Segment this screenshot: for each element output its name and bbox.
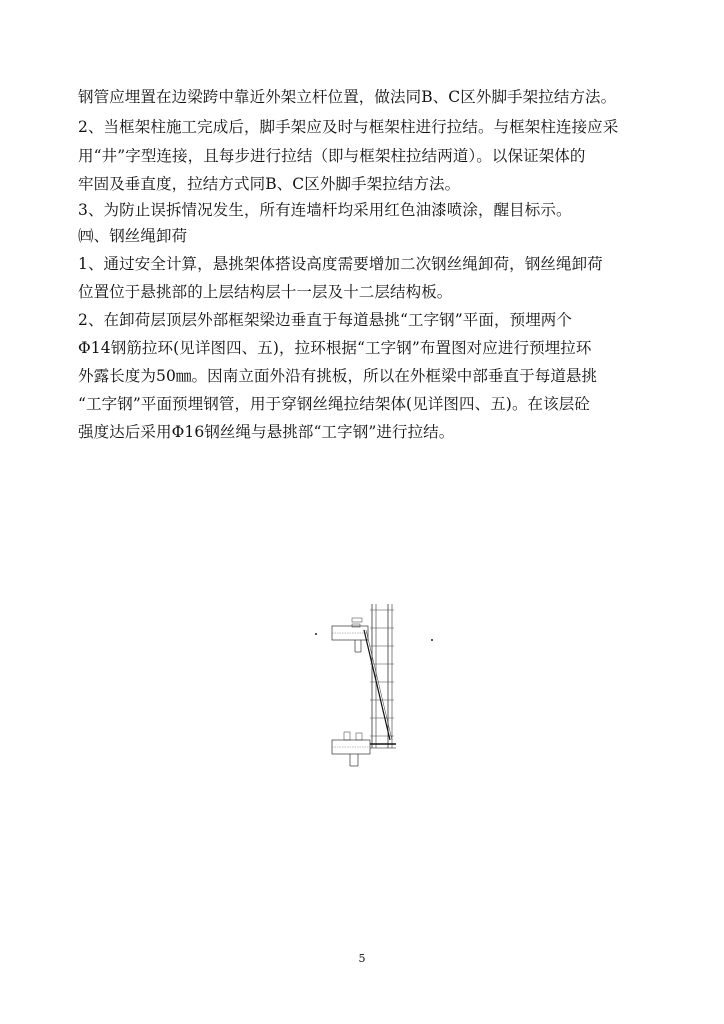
body-line: 钢管应埋置在边梁跨中靠近外架立杆位置，做法同B、C区外脚手架拉结方法。 [78,88,617,106]
body-line: 2、在卸荷层顶层外部框架梁边垂直于每道悬挑“工字钢”平面，预埋两个 [78,311,573,329]
wire-rope-line [364,630,390,740]
marker-dot [431,639,433,641]
body-line: Φ14钢筋拉环(见详图四、五)，拉环根据“工字钢”布置图对应进行预埋拉环 [78,339,592,357]
body-line: 用“井”字型连接，且每步进行拉结（即与框架柱拉结两道）。以保证架体的 [78,147,586,165]
unloading-detail-drawing [300,600,450,780]
body-line: 位置位于悬挑部的上层结构层十一层及十二层结构板。 [78,283,453,301]
marker-dot [315,633,317,635]
page-number: 5 [358,952,366,965]
body-line: 2、当框架柱施工完成后，脚手架应及时与框架柱进行拉结。与框架柱连接应采 [78,118,619,136]
body-line: 强度达后采用Φ16钢丝绳与悬挑部“工字钢”进行拉结。 [78,423,455,441]
body-line: 1、通过安全计算，悬挑架体搭设高度需要增加二次钢丝绳卸荷，钢丝绳卸荷 [78,255,603,273]
body-line: 外露长度为50㎜。因南立面外沿有挑板，所以在外框梁中部垂直于每道悬挑 [78,367,598,385]
body-line: “工字钢”平面预埋钢管，用于穿钢丝绳拉结架体(见详图四、五)。在该层砼 [78,395,590,413]
scaffold-poles [370,604,394,748]
body-line: 牢固及垂直度，拉结方式同B、C区外脚手架拉结方法。 [78,175,461,193]
lower-slab [332,732,396,766]
upper-slab [332,618,368,652]
body-line: 3、为防止误拆情况发生，所有连墙杆均采用红色油漆喷涂，醒目标示。 [78,201,572,219]
section-heading: ㈣、钢丝绳卸荷 [78,227,188,245]
